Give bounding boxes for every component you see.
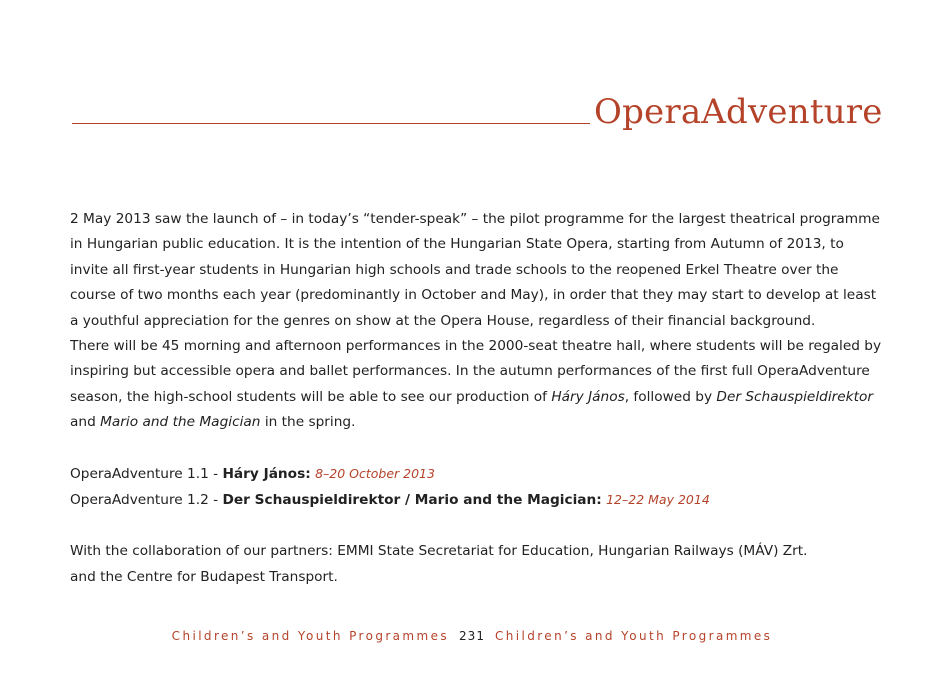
paragraph-2-text-b: , followed by [624,388,717,405]
schedule-line-1 [70,461,885,487]
opera-title-mario-and-the-magician: Mario and the Magician [100,414,261,431]
schedule-dates: 8–20 October 2013 [315,466,435,482]
spacer [70,514,885,539]
opera-title-hary-janos: Háry János [551,388,625,405]
schedule-prefix: OperaAdventure 1.2 - [70,492,223,509]
schedule-dates: 12–22 May 2014 [606,492,710,508]
partners-line-1: With the collaboration of our partners: EMMI State Secretariat for Education, Hungarian Railways (MÁV) Zrt. [70,543,808,560]
page-number: 231 [459,629,485,643]
footer-section-right: Children’s and Youth Programmes [494,629,773,643]
page-footer [0,626,944,646]
intro-paragraph-1: 2 May 2013 saw the launch of – in today’s “tender-speak” – the pilot programme for the largest theatrical programme in Hungarian public education. It is the intention of the Hungarian State Opera, starting from Autumn of 2013, to invite all first-year students in Hungarian high schools and trade schools to the reopened Erkel Theatre over the course of two months each year (predominantly in October and May), in order that they may start to develop at least a youthful appreciation for the genres on show at the Opera House, regardless of their financial background. [70,211,880,329]
intro-paragraph-2 [70,334,885,436]
spacer [70,436,885,461]
paragraph-2-text-a: There will be 45 morning and afternoon performances in the 2000-seat theatre hall, where students will be regaled by inspiring but accessible opera and ballet performances. In the autumn performances of the first full OperaAdventure season, the high-school students will be able to see our production of [70,338,882,405]
schedule-title: Der Schauspieldirektor / Mario and the Magician: [222,492,602,509]
page-title: OperaAdventure [594,92,883,132]
paragraph-2-text-d: in the spring. [260,414,356,431]
schedule-line-2 [70,487,885,513]
opera-title-der-schauspieldirektor: Der Schauspieldirektor [716,388,873,405]
footer-section-left: Children’s and Youth Programmes [171,629,450,643]
article-body [70,207,885,590]
schedule-title: Háry János: [222,466,311,483]
heading-rule [72,123,590,124]
paragraph-2-text-c: and [70,414,101,431]
partners-line-2: and the Centre for Budapest Transport. [70,568,338,585]
schedule-prefix: OperaAdventure 1.1 - [70,466,223,483]
